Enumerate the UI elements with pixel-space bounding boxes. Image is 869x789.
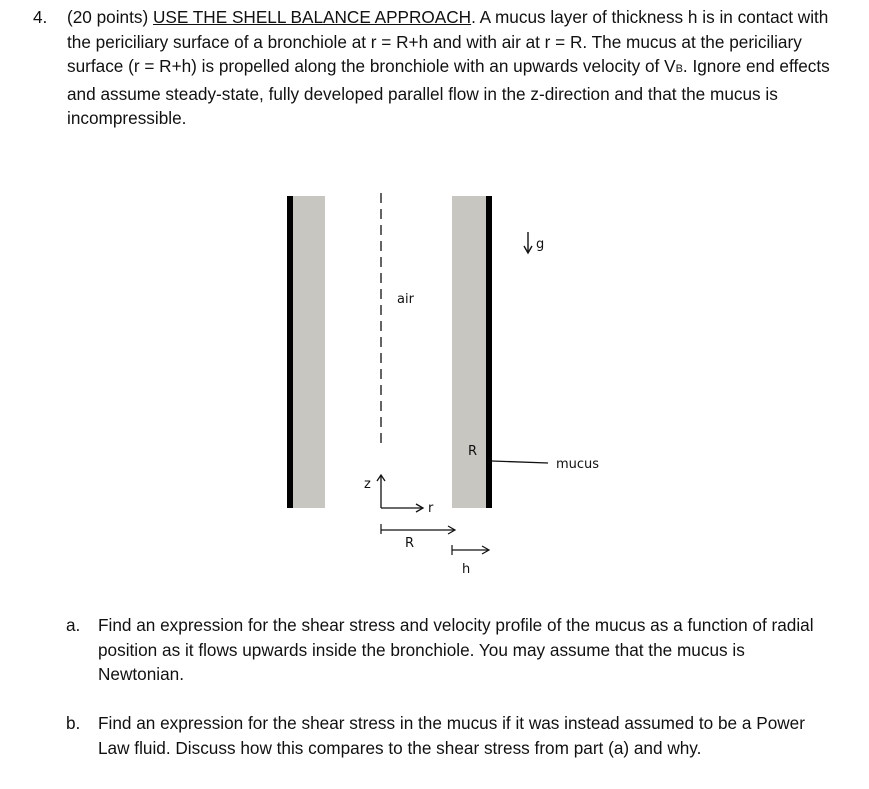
part-b-text: Find an expression for the shear stress in the mucus if it was instead assumed to be a Power Law fluid. Discuss how this compares to the shear stress from part (a) and why.: [98, 713, 805, 758]
velocity-subscript: B: [675, 63, 683, 76]
label-r-wall: R: [468, 444, 478, 459]
problem-text-2: . Ignore end effects and assume steady-state, fully developed parallel flow in the z-direction and that the mucus is incompressible.: [67, 56, 830, 129]
mucus-leader-line: [492, 461, 548, 463]
right-mucus-layer: [452, 196, 486, 508]
left-mucus-layer: [293, 196, 325, 508]
label-z: z: [364, 477, 371, 492]
part-a-text: Find an expression for the shear stress and velocity profile of the mucus as a function of radial position as it flows upwards inside the bronchiole. You may assume that the mucus is Newtonian.: [98, 615, 814, 685]
label-r-dimension: R: [405, 536, 415, 551]
problem-points: (20 points): [67, 7, 149, 27]
problem-number: 4.: [33, 7, 48, 27]
label-h: h: [462, 562, 471, 577]
part-a: [66, 613, 826, 687]
problem-method: USE THE SHELL BALANCE APPROACH: [153, 7, 472, 27]
part-b-label: b.: [66, 713, 81, 733]
label-air: air: [397, 292, 414, 307]
label-r: r: [428, 501, 434, 516]
left-wall: [287, 196, 293, 508]
part-a-label: a.: [66, 615, 81, 635]
label-mucus: mucus: [556, 457, 600, 472]
right-wall: [486, 196, 492, 508]
label-g: g: [536, 237, 545, 252]
problem-text-1: . A mucus layer of thickness h is in contact with the periciliary surface of a bronchiole at r = R+h and with air at r = R. The mucus at the periciliary surface (r = R+h) is propelled along the bronchiole with an upwards velocity of V: [67, 7, 829, 77]
part-b: [66, 711, 826, 760]
